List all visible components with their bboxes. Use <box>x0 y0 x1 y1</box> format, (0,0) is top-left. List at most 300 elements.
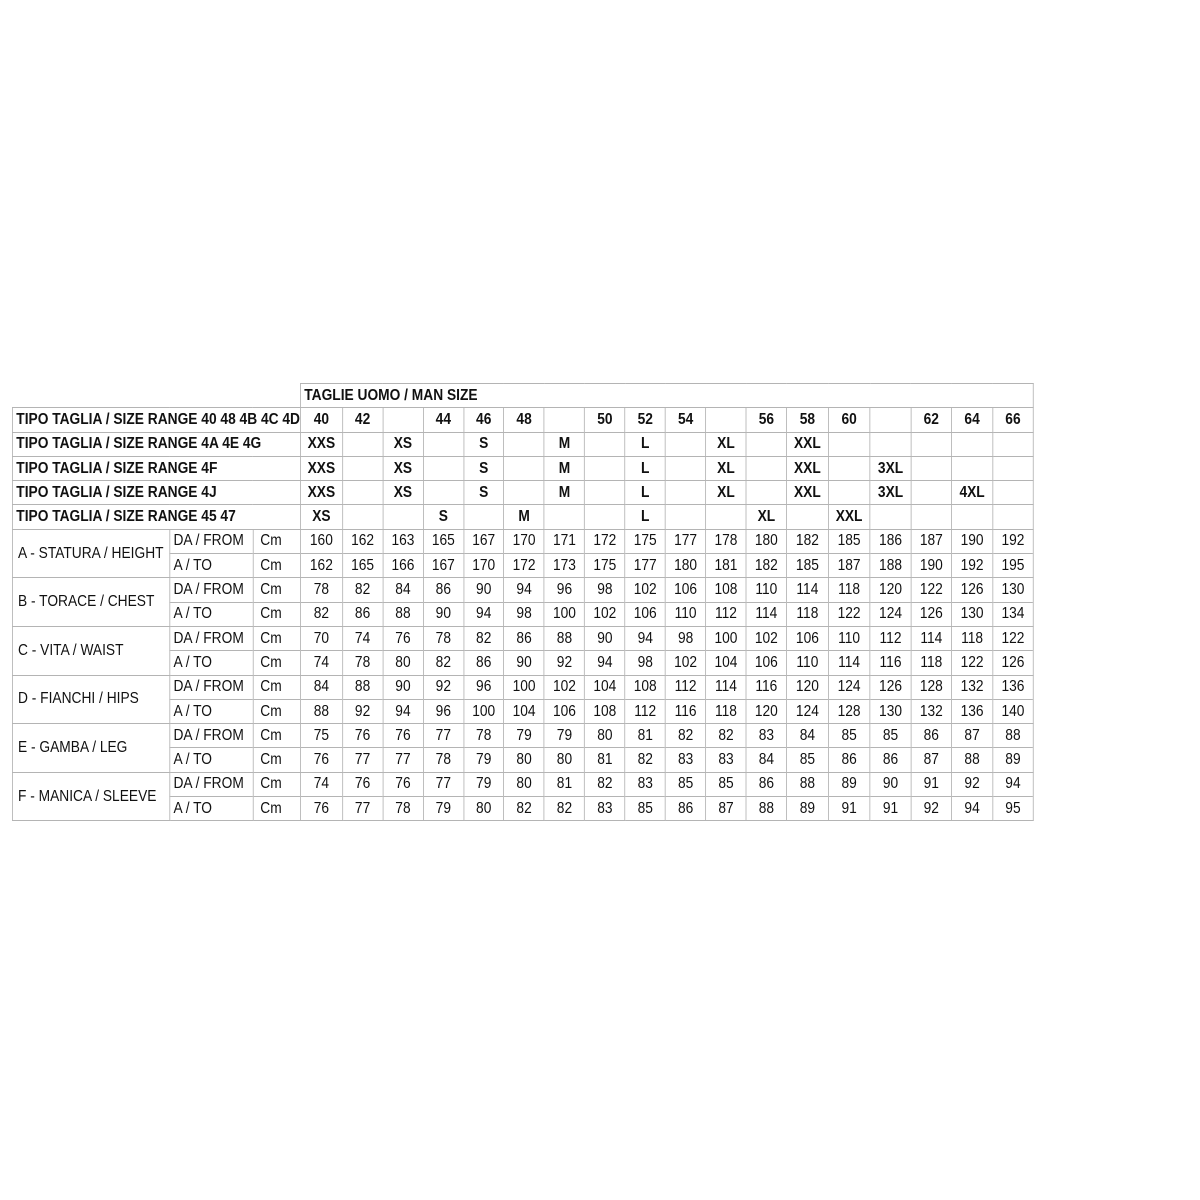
size-cell <box>544 408 584 432</box>
size-cell: M <box>544 481 584 505</box>
value-cell: 79 <box>544 724 584 748</box>
size-cell: XL <box>706 432 746 456</box>
size-range-row <box>12 456 1033 480</box>
size-cell: XXL <box>787 432 829 456</box>
value-cell: 132 <box>951 675 992 699</box>
size-cell: 48 <box>504 408 544 432</box>
value-cell: 92 <box>423 675 463 699</box>
value-cell: 165 <box>342 554 382 578</box>
size-cell <box>911 481 951 505</box>
size-cell <box>504 432 544 456</box>
size-cell <box>746 456 786 480</box>
value-cell: 80 <box>504 748 544 772</box>
size-cell <box>870 408 911 432</box>
size-cell <box>828 456 870 480</box>
value-cell: 98 <box>585 578 625 602</box>
value-cell: 124 <box>828 675 870 699</box>
value-cell: 79 <box>423 797 463 821</box>
header-row <box>12 384 1033 408</box>
value-cell: 91 <box>911 772 951 796</box>
value-cell: 81 <box>625 724 665 748</box>
size-cell: XXL <box>787 456 829 480</box>
value-cell: 187 <box>828 554 870 578</box>
unit-label: Cm <box>253 651 300 675</box>
value-cell: 102 <box>625 578 665 602</box>
value-cell: 84 <box>383 578 423 602</box>
from-label: DA / FROM <box>170 578 253 602</box>
value-cell: 112 <box>665 675 705 699</box>
measurement-from-row <box>12 578 1033 602</box>
size-cell: 46 <box>464 408 504 432</box>
value-cell: 74 <box>300 651 342 675</box>
value-cell: 192 <box>951 554 992 578</box>
value-cell: 134 <box>993 602 1034 626</box>
size-cell <box>993 432 1034 456</box>
size-range-row <box>12 432 1033 456</box>
value-cell: 96 <box>544 578 584 602</box>
measurement-from-row <box>12 772 1033 796</box>
size-cell <box>911 505 951 529</box>
value-cell: 163 <box>383 529 423 553</box>
value-cell: 124 <box>787 699 829 723</box>
value-cell: 79 <box>464 772 504 796</box>
blank-corner <box>12 384 300 408</box>
size-cell <box>504 456 544 480</box>
value-cell: 175 <box>585 554 625 578</box>
size-cell: L <box>625 505 665 529</box>
size-cell: S <box>423 505 463 529</box>
value-cell: 122 <box>911 578 951 602</box>
size-cell: XL <box>706 481 746 505</box>
value-cell: 88 <box>746 797 786 821</box>
value-cell: 116 <box>665 699 705 723</box>
size-cell: S <box>464 456 504 480</box>
size-cell: 50 <box>585 408 625 432</box>
value-cell: 166 <box>383 554 423 578</box>
measurement-from-row <box>12 529 1033 553</box>
value-cell: 120 <box>870 578 911 602</box>
value-cell: 94 <box>625 626 665 650</box>
value-cell: 88 <box>300 699 342 723</box>
size-cell: XS <box>383 432 423 456</box>
value-cell: 128 <box>828 699 870 723</box>
size-cell <box>544 505 584 529</box>
value-cell: 85 <box>665 772 705 796</box>
value-cell: 85 <box>706 772 746 796</box>
value-cell: 102 <box>544 675 584 699</box>
size-cell <box>665 481 705 505</box>
value-cell: 185 <box>787 554 829 578</box>
unit-label: Cm <box>253 675 300 699</box>
value-cell: 82 <box>585 772 625 796</box>
value-cell: 102 <box>585 602 625 626</box>
from-label: DA / FROM <box>170 529 253 553</box>
value-cell: 180 <box>746 529 786 553</box>
size-cell: XL <box>746 505 786 529</box>
value-cell: 177 <box>625 554 665 578</box>
size-cell <box>746 432 786 456</box>
size-cell: XXS <box>300 432 342 456</box>
value-cell: 162 <box>300 554 342 578</box>
value-cell: 87 <box>911 748 951 772</box>
size-cell: 42 <box>342 408 382 432</box>
value-cell: 90 <box>504 651 544 675</box>
measurement-label: A - STATURA / HEIGHT <box>12 529 169 578</box>
size-cell: 66 <box>993 408 1034 432</box>
size-cell <box>383 505 423 529</box>
value-cell: 126 <box>870 675 911 699</box>
size-cell <box>870 505 911 529</box>
size-cell: 40 <box>300 408 342 432</box>
value-cell: 94 <box>993 772 1034 796</box>
value-cell: 86 <box>342 602 382 626</box>
value-cell: 84 <box>787 724 829 748</box>
size-cell: 58 <box>787 408 829 432</box>
size-cell: 3XL <box>870 456 911 480</box>
value-cell: 104 <box>504 699 544 723</box>
value-cell: 186 <box>870 529 911 553</box>
value-cell: 76 <box>300 797 342 821</box>
value-cell: 118 <box>828 578 870 602</box>
value-cell: 112 <box>625 699 665 723</box>
unit-label: Cm <box>253 797 300 821</box>
size-cell <box>828 481 870 505</box>
from-label: DA / FROM <box>170 724 253 748</box>
value-cell: 77 <box>342 748 382 772</box>
size-cell <box>342 456 382 480</box>
value-cell: 76 <box>342 724 382 748</box>
size-range-row <box>12 408 1033 432</box>
size-cell <box>787 505 829 529</box>
value-cell: 88 <box>383 602 423 626</box>
value-cell: 122 <box>951 651 992 675</box>
unit-label: Cm <box>253 748 300 772</box>
value-cell: 132 <box>911 699 951 723</box>
value-cell: 92 <box>951 772 992 796</box>
value-cell: 76 <box>342 772 382 796</box>
value-cell: 112 <box>706 602 746 626</box>
value-cell: 98 <box>504 602 544 626</box>
value-cell: 136 <box>993 675 1034 699</box>
size-cell <box>423 456 463 480</box>
value-cell: 81 <box>544 772 584 796</box>
value-cell: 81 <box>585 748 625 772</box>
value-cell: 178 <box>706 529 746 553</box>
value-cell: 177 <box>665 529 705 553</box>
value-cell: 83 <box>746 724 786 748</box>
size-cell: XXL <box>787 481 829 505</box>
value-cell: 165 <box>423 529 463 553</box>
value-cell: 104 <box>706 651 746 675</box>
value-cell: 110 <box>746 578 786 602</box>
size-cell <box>993 456 1034 480</box>
value-cell: 116 <box>870 651 911 675</box>
value-cell: 89 <box>828 772 870 796</box>
value-cell: 98 <box>625 651 665 675</box>
value-cell: 75 <box>300 724 342 748</box>
value-cell: 87 <box>951 724 992 748</box>
value-cell: 78 <box>423 626 463 650</box>
value-cell: 90 <box>585 626 625 650</box>
value-cell: 106 <box>625 602 665 626</box>
value-cell: 128 <box>911 675 951 699</box>
value-cell: 76 <box>300 748 342 772</box>
value-cell: 94 <box>951 797 992 821</box>
size-cell <box>706 408 746 432</box>
size-cell: 64 <box>951 408 992 432</box>
value-cell: 171 <box>544 529 584 553</box>
value-cell: 100 <box>464 699 504 723</box>
value-cell: 108 <box>706 578 746 602</box>
size-cell: 56 <box>746 408 786 432</box>
value-cell: 88 <box>951 748 992 772</box>
value-cell: 187 <box>911 529 951 553</box>
value-cell: 126 <box>951 578 992 602</box>
measurement-label: F - MANICA / SLEEVE <box>12 772 169 821</box>
size-cell <box>951 432 992 456</box>
to-label: A / TO <box>170 797 253 821</box>
value-cell: 94 <box>464 602 504 626</box>
value-cell: 94 <box>504 578 544 602</box>
value-cell: 80 <box>585 724 625 748</box>
value-cell: 86 <box>464 651 504 675</box>
value-cell: 160 <box>300 529 342 553</box>
size-cell: XXS <box>300 456 342 480</box>
value-cell: 130 <box>870 699 911 723</box>
value-cell: 182 <box>746 554 786 578</box>
size-cell: XXL <box>828 505 870 529</box>
value-cell: 95 <box>993 797 1034 821</box>
to-label: A / TO <box>170 602 253 626</box>
measurement-label: C - VITA / WAIST <box>12 626 169 675</box>
value-cell: 114 <box>828 651 870 675</box>
size-cell <box>828 432 870 456</box>
value-cell: 91 <box>828 797 870 821</box>
value-cell: 96 <box>464 675 504 699</box>
value-cell: 83 <box>625 772 665 796</box>
value-cell: 126 <box>993 651 1034 675</box>
value-cell: 96 <box>423 699 463 723</box>
size-cell: XL <box>706 456 746 480</box>
value-cell: 90 <box>423 602 463 626</box>
value-cell: 94 <box>383 699 423 723</box>
size-cell: 44 <box>423 408 463 432</box>
value-cell: 140 <box>993 699 1034 723</box>
value-cell: 82 <box>544 797 584 821</box>
value-cell: 85 <box>787 748 829 772</box>
value-cell: 118 <box>911 651 951 675</box>
value-cell: 175 <box>625 529 665 553</box>
value-cell: 82 <box>504 797 544 821</box>
size-range-label: TIPO TAGLIA / SIZE RANGE 4F <box>12 456 300 480</box>
size-cell <box>383 408 423 432</box>
size-cell <box>665 505 705 529</box>
value-cell: 120 <box>746 699 786 723</box>
value-cell: 79 <box>464 748 504 772</box>
value-cell: 86 <box>828 748 870 772</box>
to-label: A / TO <box>170 651 253 675</box>
size-cell <box>464 505 504 529</box>
size-cell <box>665 456 705 480</box>
size-cell: 54 <box>665 408 705 432</box>
value-cell: 100 <box>544 602 584 626</box>
measurement-from-row <box>12 724 1033 748</box>
value-cell: 108 <box>585 699 625 723</box>
value-cell: 86 <box>665 797 705 821</box>
size-range-row <box>12 481 1033 505</box>
value-cell: 83 <box>585 797 625 821</box>
unit-label: Cm <box>253 772 300 796</box>
from-label: DA / FROM <box>170 626 253 650</box>
size-cell: XXS <box>300 481 342 505</box>
size-cell <box>585 505 625 529</box>
value-cell: 102 <box>665 651 705 675</box>
size-cell <box>342 432 382 456</box>
value-cell: 114 <box>706 675 746 699</box>
value-cell: 80 <box>464 797 504 821</box>
value-cell: 90 <box>383 675 423 699</box>
value-cell: 90 <box>464 578 504 602</box>
value-cell: 106 <box>787 626 829 650</box>
size-cell: M <box>504 505 544 529</box>
size-cell <box>993 481 1034 505</box>
value-cell: 172 <box>504 554 544 578</box>
measurement-label: E - GAMBA / LEG <box>12 724 169 773</box>
size-cell: 60 <box>828 408 870 432</box>
size-cell <box>342 481 382 505</box>
value-cell: 126 <box>911 602 951 626</box>
value-cell: 94 <box>585 651 625 675</box>
value-cell: 82 <box>423 651 463 675</box>
value-cell: 190 <box>951 529 992 553</box>
value-cell: 170 <box>464 554 504 578</box>
value-cell: 120 <box>787 675 829 699</box>
value-cell: 136 <box>951 699 992 723</box>
value-cell: 190 <box>911 554 951 578</box>
value-cell: 88 <box>342 675 382 699</box>
to-label: A / TO <box>170 554 253 578</box>
unit-label: Cm <box>253 529 300 553</box>
value-cell: 114 <box>787 578 829 602</box>
value-cell: 77 <box>383 748 423 772</box>
size-cell <box>911 432 951 456</box>
table-header: TAGLIE UOMO / MAN SIZE <box>300 384 1033 408</box>
size-cell <box>585 481 625 505</box>
size-cell: 52 <box>625 408 665 432</box>
value-cell: 102 <box>746 626 786 650</box>
size-cell: 62 <box>911 408 951 432</box>
value-cell: 110 <box>787 651 829 675</box>
size-cell: 3XL <box>870 481 911 505</box>
value-cell: 162 <box>342 529 382 553</box>
unit-label: Cm <box>253 699 300 723</box>
measurement-label: D - FIANCHI / HIPS <box>12 675 169 724</box>
value-cell: 116 <box>746 675 786 699</box>
to-label: A / TO <box>170 748 253 772</box>
value-cell: 118 <box>951 626 992 650</box>
value-cell: 88 <box>544 626 584 650</box>
value-cell: 80 <box>504 772 544 796</box>
value-cell: 92 <box>342 699 382 723</box>
value-cell: 74 <box>300 772 342 796</box>
value-cell: 98 <box>665 626 705 650</box>
measurement-from-row <box>12 675 1033 699</box>
value-cell: 182 <box>787 529 829 553</box>
value-cell: 82 <box>342 578 382 602</box>
value-cell: 167 <box>423 554 463 578</box>
value-cell: 78 <box>423 748 463 772</box>
size-cell <box>746 481 786 505</box>
value-cell: 88 <box>993 724 1034 748</box>
value-cell: 108 <box>625 675 665 699</box>
value-cell: 110 <box>828 626 870 650</box>
measurement-label: B - TORACE / CHEST <box>12 578 169 627</box>
value-cell: 82 <box>625 748 665 772</box>
value-cell: 86 <box>870 748 911 772</box>
size-range-row <box>12 505 1033 529</box>
value-cell: 89 <box>787 797 829 821</box>
value-cell: 106 <box>665 578 705 602</box>
value-cell: 82 <box>665 724 705 748</box>
unit-label: Cm <box>253 626 300 650</box>
value-cell: 74 <box>342 626 382 650</box>
value-cell: 173 <box>544 554 584 578</box>
value-cell: 88 <box>787 772 829 796</box>
value-cell: 118 <box>787 602 829 626</box>
size-range-label: TIPO TAGLIA / SIZE RANGE 40 48 4B 4C 4D <box>12 408 300 432</box>
value-cell: 82 <box>300 602 342 626</box>
value-cell: 83 <box>706 748 746 772</box>
value-cell: 110 <box>665 602 705 626</box>
value-cell: 70 <box>300 626 342 650</box>
from-label: DA / FROM <box>170 772 253 796</box>
size-cell <box>911 456 951 480</box>
size-cell: XS <box>300 505 342 529</box>
measurement-from-row <box>12 626 1033 650</box>
size-cell: M <box>544 456 584 480</box>
size-cell <box>423 481 463 505</box>
value-cell: 180 <box>665 554 705 578</box>
value-cell: 84 <box>746 748 786 772</box>
value-cell: 78 <box>342 651 382 675</box>
value-cell: 82 <box>706 724 746 748</box>
value-cell: 87 <box>706 797 746 821</box>
size-cell <box>342 505 382 529</box>
size-cell: L <box>625 456 665 480</box>
value-cell: 78 <box>383 797 423 821</box>
value-cell: 80 <box>544 748 584 772</box>
size-cell: S <box>464 481 504 505</box>
value-cell: 86 <box>746 772 786 796</box>
value-cell: 114 <box>746 602 786 626</box>
size-cell <box>665 432 705 456</box>
value-cell: 76 <box>383 626 423 650</box>
size-cell <box>706 505 746 529</box>
value-cell: 80 <box>383 651 423 675</box>
value-cell: 83 <box>665 748 705 772</box>
value-cell: 89 <box>993 748 1034 772</box>
size-cell <box>951 505 992 529</box>
value-cell: 85 <box>870 724 911 748</box>
to-label: A / TO <box>170 699 253 723</box>
value-cell: 84 <box>300 675 342 699</box>
value-cell: 92 <box>544 651 584 675</box>
value-cell: 76 <box>383 772 423 796</box>
value-cell: 122 <box>993 626 1034 650</box>
unit-label: Cm <box>253 554 300 578</box>
size-range-label: TIPO TAGLIA / SIZE RANGE 4J <box>12 481 300 505</box>
size-cell: S <box>464 432 504 456</box>
